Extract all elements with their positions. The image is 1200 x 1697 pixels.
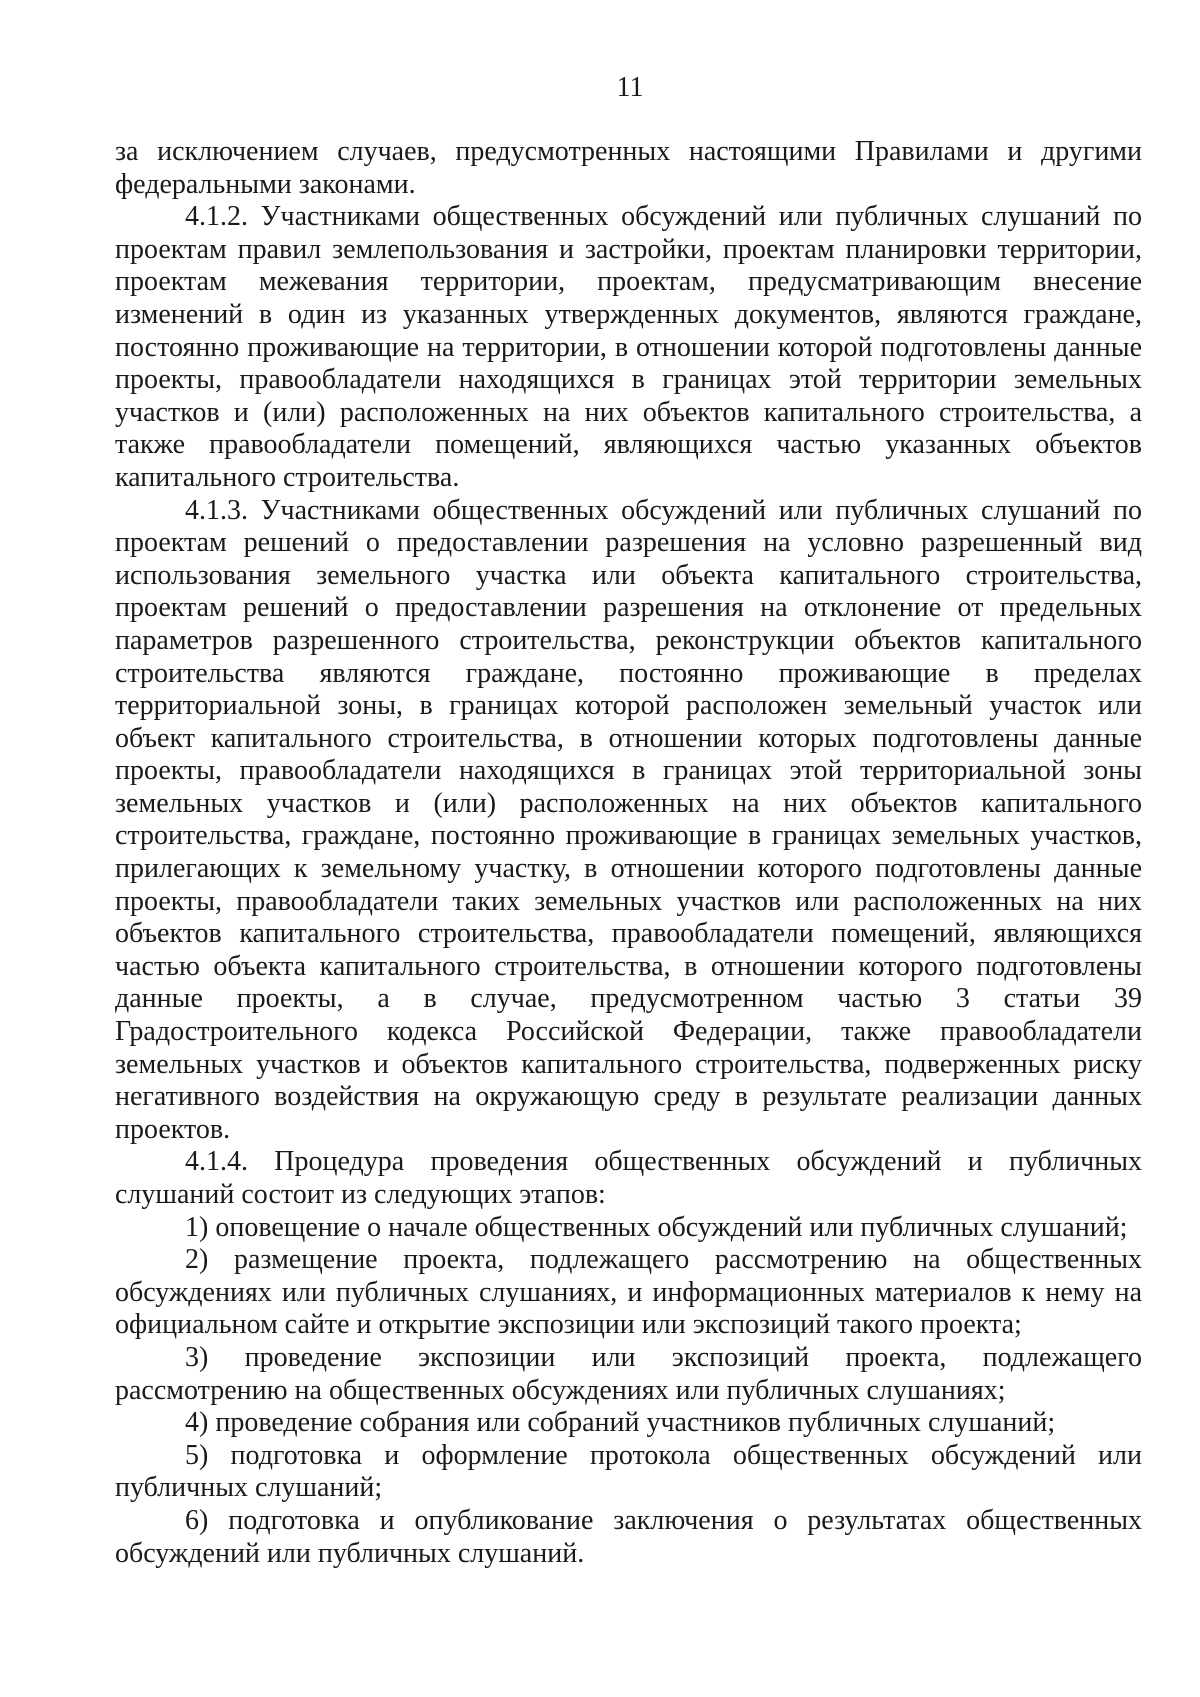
list-number: 6) bbox=[185, 1504, 209, 1536]
list-number: 5) bbox=[185, 1439, 209, 1471]
list-number: 3) bbox=[185, 1341, 209, 1373]
list-item-6 bbox=[115, 1505, 1142, 1570]
paragraph-4-1-3: 4.1.3. Участниками общественных обсуждений или публичных слушаний по проектам решений о предоставлении разрешения на условно разрешенный вид использования земельного участка или объекта капитального строительства, проектам решений о предоставлении разрешения на отклонение от предельных параметров разрешенного строительства, реконструкции объектов капитального строительства являются граждане, постоянно проживающие в пределах территориальной зоны, в границах которой расположен земельный участок или объект капитального строительства, в отношении которых подготовлены данные проекты, правообладатели находящихся в границах этой территориальной зоны земельных участков и (или) расположенных на них объектов капитального строительства, граждане, постоянно проживающие в границах земельных участков, прилегающих к земельному участку, в отношении которого подготовлены данные проекты, правообладатели таких земельных участков или расположенных на них объектов капитального строительства, правообладатели помещений, являющихся частью объекта капитального строительства, в отношении которого подготовлены данные проекты, а в случае, предусмотренном частью 3 статьи 39 Градостроительного кодекса Российской Федерации, также правообладатели земельных участков и объектов капитального строительства, подверженных риску негативного воздействия на окружающую среду в результате реализации данных проектов. bbox=[115, 494, 1142, 1145]
list-text: подготовка и опубликование заключения о результатах общественных обсуждений или публичных слушаний. bbox=[115, 1504, 1143, 1569]
list-text: оповещение о начале общественных обсуждений или публичных слушаний; bbox=[215, 1211, 1128, 1243]
paragraph-4-1-4: 4.1.4. Процедура проведения общественных обсуждений и публичных слушаний состоит из следующих этапов: bbox=[115, 1146, 1142, 1210]
list-number: 4) bbox=[185, 1407, 209, 1439]
list-item-1 bbox=[115, 1212, 1142, 1245]
list-number: 1) bbox=[185, 1211, 209, 1243]
paragraph-continuation: за исключением случаев, предусмотренных настоящими Правилами и другими федеральными законами. bbox=[115, 136, 1142, 200]
list-number: 2) bbox=[185, 1244, 209, 1276]
list-text: подготовка и оформление протокола общественных обсуждений или публичных слушаний; bbox=[115, 1439, 1142, 1504]
list-item-4 bbox=[115, 1407, 1142, 1440]
list-text: размещение проекта, подлежащего рассмотрению на общественных обсуждениях или публичных слушаниях, и информационных материалов к нему на официальном сайте и открытие экспозиции или экспозиций такого проекта; bbox=[115, 1244, 1143, 1341]
document-body bbox=[115, 136, 1142, 1570]
list-text: проведение собрания или собраний участников публичных слушаний; bbox=[215, 1407, 1056, 1439]
list-item-2 bbox=[115, 1244, 1142, 1342]
list-item-5 bbox=[115, 1440, 1142, 1505]
paragraph-4-1-2: 4.1.2. Участниками общественных обсуждений или публичных слушаний по проектам правил землепользования и застройки, проектам планировки территории, проектам межевания территории, проектам, предусматривающим внесение изменений в один из указанных утвержденных документов, являются граждане, постоянно проживающие на территории, в отношении которой подготовлены данные проекты, правообладатели находящихся в границах этой территории земельных участков и (или) расположенных на них объектов капитального строительства, а также правообладатели помещений, являющихся частью указанных объектов капитального строительства. bbox=[115, 201, 1142, 493]
page-number: 11 bbox=[616, 72, 644, 103]
list-item-3 bbox=[115, 1342, 1142, 1407]
list-text: проведение экспозиции или экспозиций проекта, подлежащего рассмотрению на общественных обсуждениях или публичных слушаниях; bbox=[115, 1341, 1143, 1406]
